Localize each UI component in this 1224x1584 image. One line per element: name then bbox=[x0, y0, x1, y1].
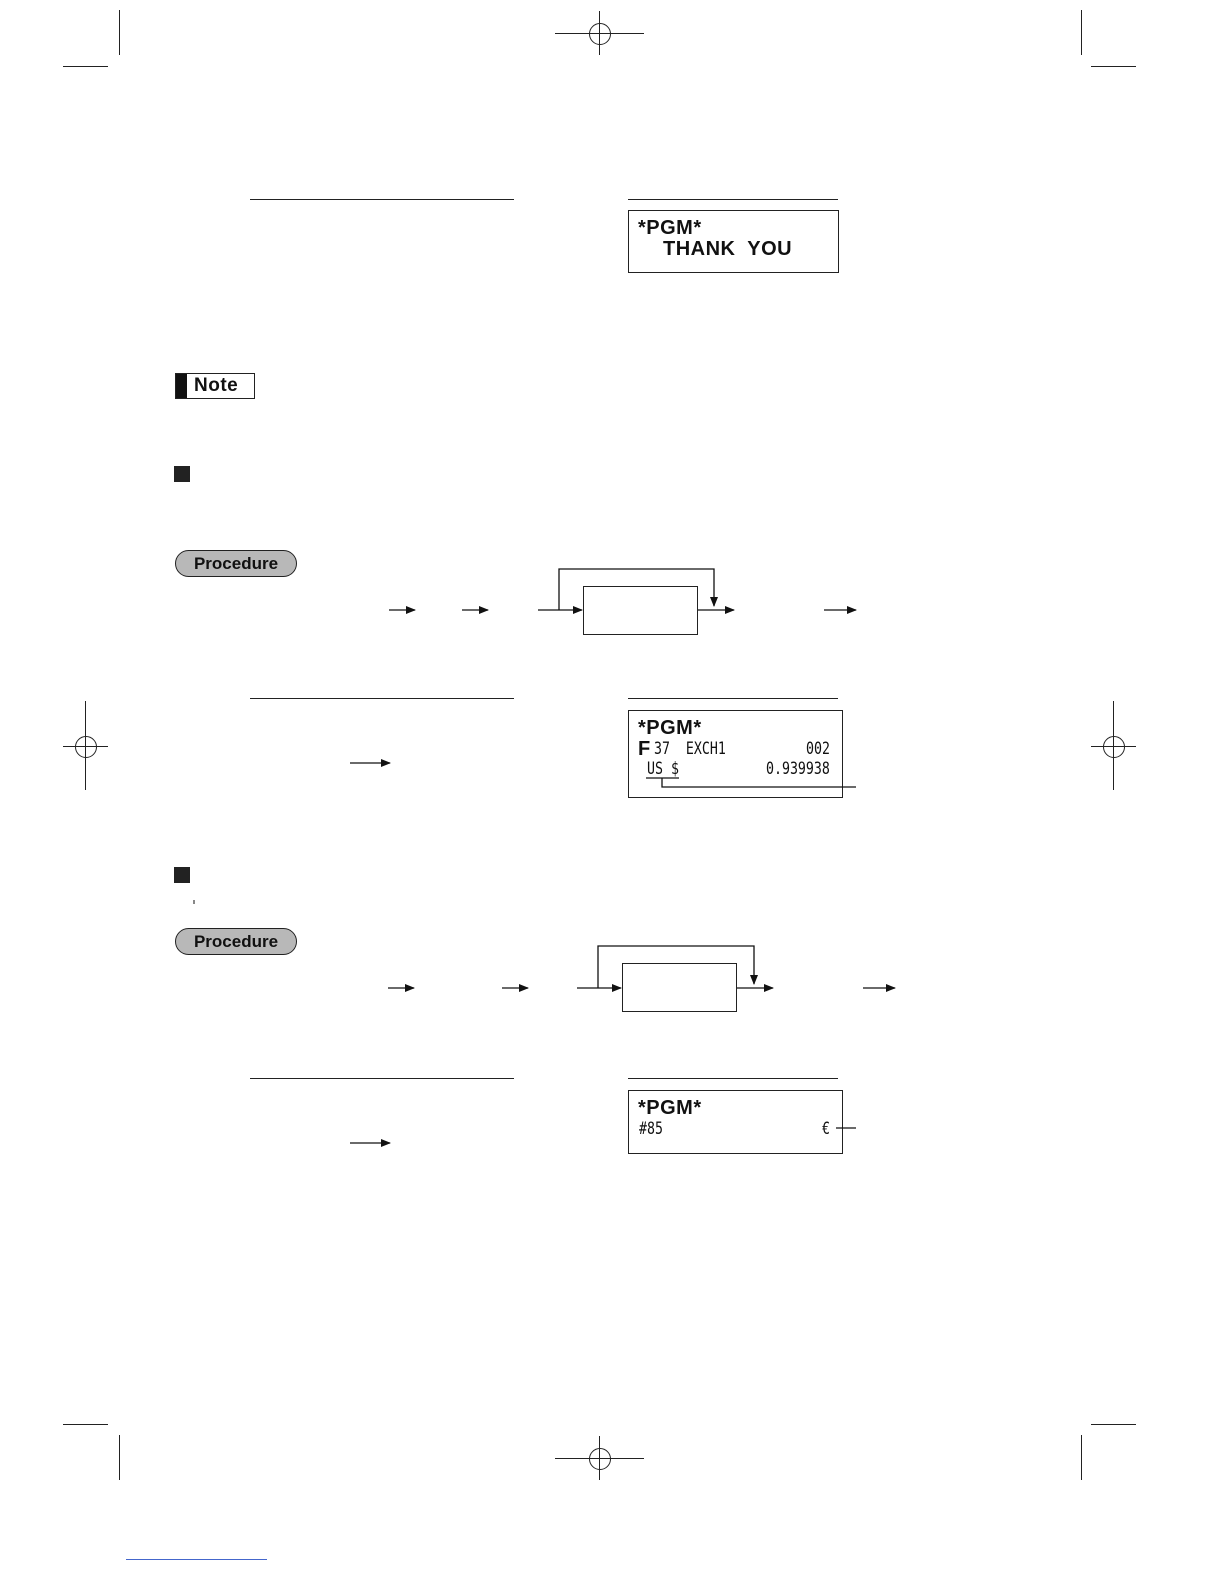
receipt-euro-symbol: € bbox=[822, 1119, 830, 1139]
receipt-header: *PGM* bbox=[638, 717, 702, 739]
link-underline bbox=[126, 1559, 267, 1560]
receipt-header: *PGM* bbox=[638, 1097, 702, 1119]
flow-loop-arrow bbox=[559, 569, 714, 610]
currency-leader-line bbox=[662, 778, 856, 787]
procedure-label: Procedure bbox=[193, 932, 279, 951]
flow-loop-arrow bbox=[598, 946, 754, 988]
receipt-number: 002 bbox=[806, 739, 830, 759]
receipt-code-prefix: F bbox=[638, 738, 651, 760]
receipt-message: THANK YOU bbox=[663, 238, 793, 260]
receipt-header: *PGM* bbox=[638, 217, 702, 239]
receipt-code: 37 EXCH1 bbox=[654, 739, 726, 759]
procedure-label: Procedure bbox=[193, 554, 279, 573]
receipt-currency: US $ bbox=[647, 759, 679, 779]
note-label: Note bbox=[194, 375, 239, 396]
receipt-code: #85 bbox=[639, 1119, 663, 1139]
receipt-rate: 0.939938 bbox=[766, 759, 830, 779]
